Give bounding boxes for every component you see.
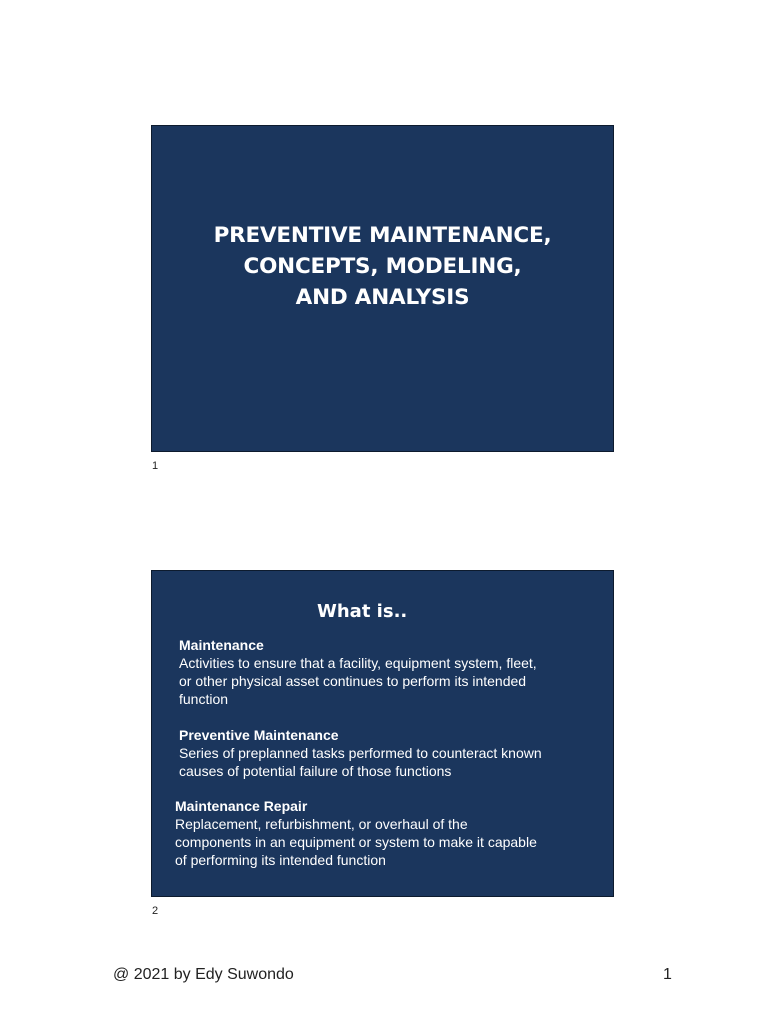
definition-text: Series of preplanned tasks performed to counteract known causes of potential failure of those functions bbox=[179, 745, 542, 779]
definition-term: Maintenance Repair bbox=[175, 798, 308, 814]
title-line-1: PREVENTIVE MAINTENANCE, bbox=[213, 223, 552, 248]
definition-term: Preventive Maintenance bbox=[179, 727, 339, 743]
definition-maintenance bbox=[179, 636, 599, 708]
definition-preventive-maintenance bbox=[179, 726, 599, 780]
title-line-2: CONCEPTS, MODELING, bbox=[243, 254, 522, 279]
slide-2 bbox=[151, 570, 614, 897]
definition-text: Activities to ensure that a facility, equipment system, fleet, or other physical asset continues to perform its intended function bbox=[179, 655, 537, 707]
title-line-3: AND ANALYSIS bbox=[295, 285, 470, 310]
definition-maintenance-repair bbox=[175, 797, 595, 869]
slide-1 bbox=[151, 125, 614, 452]
slide-2-heading: What is.. bbox=[317, 601, 408, 622]
footer-credit: @ 2021 by Edy Suwondo bbox=[113, 966, 294, 983]
slide-1-title bbox=[152, 220, 613, 313]
footer-page-number: 1 bbox=[663, 966, 672, 983]
definition-term: Maintenance bbox=[179, 637, 264, 653]
slide-2-number: 2 bbox=[152, 905, 159, 917]
slide-1-number: 1 bbox=[152, 460, 159, 472]
definition-text: Replacement, refurbishment, or overhaul of the components in an equipment or system to make it capable of performing its intended function bbox=[175, 816, 537, 868]
